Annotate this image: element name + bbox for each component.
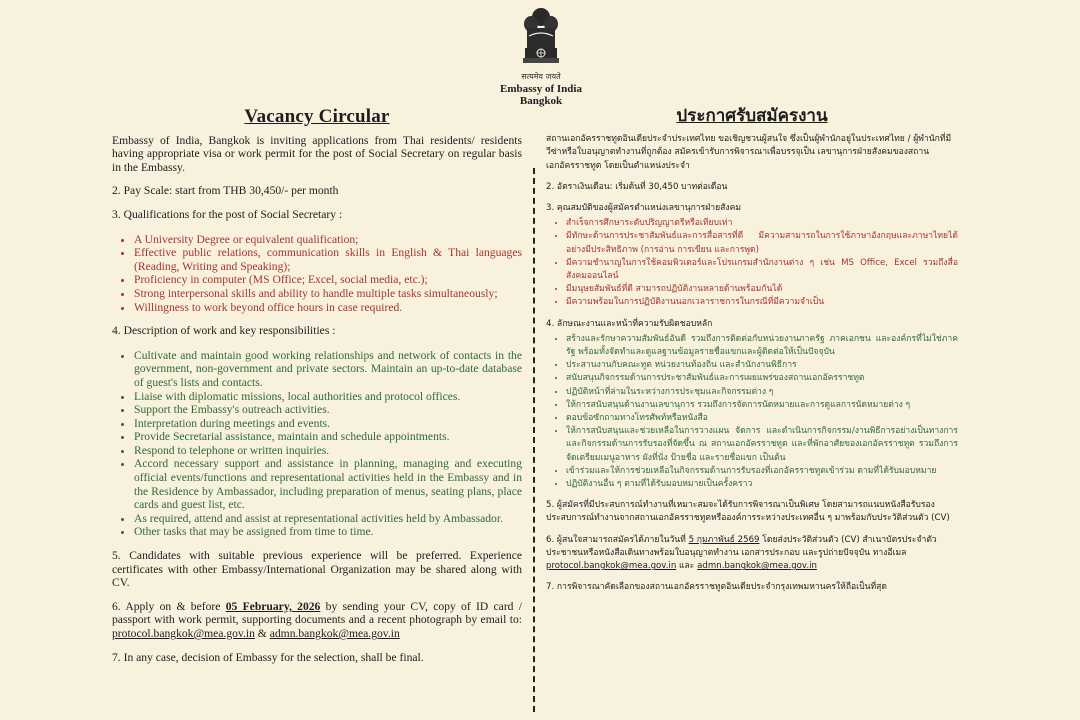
email-link-admn[interactable]: admn.bangkok@mea.gov.in xyxy=(697,561,817,572)
thai-intro: สถานเอกอัครราชทูตอินเดียประจำประเทศไทย ขอเชิญชวนผู้สนใจ ซึ่งเป็นผู้พำนักอยู่ในประเทศไทย / ผู้พำนักที่มีวีซ่าหรือใบอนุญาตทำงานที่ถูกต้อง สมัครเข้ารับการพิจารณาเพื่อบรรจุเป็น เลขานุการฝ่ายสังคมของสถานเอกอัครราชทูต โดยเป็นตำแหน่งประจำ xyxy=(546,134,952,171)
list-item: • ปฏิบัติงานอื่น ๆ ตามที่ได้รับมอบหมายเป็นครั้งคราว xyxy=(566,478,958,491)
list-item: • มีทักษะด้านการประชาสัมพันธ์และการสื่อสารที่ดี มีความสามารถในการใช้ภาษาอังกฤษและภาษาไทยได้อย่างมีประสิทธิภาพ (การอ่าน การเขียน และการพูด) xyxy=(566,230,958,256)
list-item: • ปฏิบัติหน้าที่ล่ามในระหว่างการประชุมและกิจกรรมต่าง ๆ xyxy=(566,386,958,399)
list-item: • ให้การสนับสนุนด้านงานเลขานุการ รวมถึงการจัดการนัดหมายและการดูแลการนัดหมายต่าง ๆ xyxy=(566,399,958,412)
embassy-header xyxy=(486,6,596,107)
list-item: • มีความพร้อมในการปฏิบัติงานนอกเวลาราชการในกรณีที่มีความจำเป็น xyxy=(566,296,958,309)
thai-point-7: 7. การพิจารณาคัดเลือกของสถานเอกอัครราชทูตอินเดียประจำกรุงเทพมหานครให้ถือเป็นที่สุด xyxy=(546,582,887,593)
list-item: • ตอบข้อซักถามทางโทรศัพท์หรือหนังสือ xyxy=(566,412,958,425)
list-item: • ประสานงานกับคณะทูต หน่วยงานท้องถิ่น และสำนักงานพิธีการ xyxy=(566,359,958,372)
list-item: • Provide Secretarial assistance, maintain and schedule appointments. xyxy=(134,430,522,444)
thai-qualifications-heading: 3. คุณสมบัติของผู้สมัครตำแหน่งเลขานุการฝ่ายสังคม xyxy=(546,203,741,214)
embassy-city: Bangkok xyxy=(519,95,563,107)
english-title: Vacancy Circular xyxy=(244,106,390,127)
english-duties-list xyxy=(112,349,522,539)
national-emblem-icon xyxy=(519,6,563,70)
embassy-name: Embassy of India xyxy=(500,83,582,95)
thai-pay-scale: 2. อัตราเงินเดือน: เริ่มต้นที่ 30,450 บาทต่อเดือน xyxy=(546,181,728,192)
column-divider xyxy=(533,168,535,712)
apply-deadline: 5 กุมภาพันธ์ 2569 xyxy=(688,534,760,545)
email-link-protocol[interactable]: protocol.bangkok@mea.gov.in xyxy=(112,627,255,640)
list-item: • Strong interpersonal skills and ability to handle multiple tasks simultaneously; xyxy=(134,287,522,301)
list-item: • Support the Embassy's outreach activities. xyxy=(134,403,522,417)
list-item: • Respond to telephone or written inquiries. xyxy=(134,444,522,458)
english-apply xyxy=(112,600,522,641)
apply-text: by sending your CV, copy of ID card / passport with work permit, supporting documents and a recent photograph by email to: xyxy=(112,599,522,627)
list-item: • Interpretation during meetings and events. xyxy=(134,417,522,431)
apply-deadline: 05 February, 2026 xyxy=(225,599,321,613)
english-duties-heading: 4. Description of work and key responsibilities : xyxy=(112,324,336,338)
apply-text: โดยส่งประวัติส่วนตัว (CV) สำเนาบัตรประจำตัวประชาชนหรือหนังสือเดินทางพร้อมใบอนุญาตทำงาน เอกสารประกอบ และรูปถ่ายปัจจุบัน ทางอีเมล xyxy=(546,534,937,558)
english-pay-scale: 2. Pay Scale: start from THB 30,450/- per month xyxy=(112,184,339,198)
list-item: • สร้างและรักษาความสัมพันธ์อันดี รวมถึงการติดต่อกับหน่วยงานภาครัฐ ภาคเอกชน และองค์กรที่ไม่ใช่ภาครัฐ พร้อมทั้งจัดทำและดูแลฐานข้อมูลรายชื่อแขกและผู้ติดต่อให้เป็นปัจจุบัน xyxy=(566,333,958,359)
list-item: • Accord necessary support and assistance in planning, managing and executing official events/functions and representational activities held in the Embassy and in the Residence by Ambassador, including preparation of menus, seating plans, place cards and guest list, etc. xyxy=(134,457,522,511)
apply-prefix: 6. Apply on & before xyxy=(112,599,226,613)
list-item: • สนับสนุนกิจกรรมด้านการประชาสัมพันธ์และการเผยแพร่ของสถานเอกอัครราชทูต xyxy=(566,372,958,385)
english-point-5: 5. Candidates with suitable previous experience will be preferred. Experience certificates with other Embassy/International Organization may be shared along with CV. xyxy=(112,549,522,590)
english-qualifications-heading: 3. Qualifications for the post of Social Secretary : xyxy=(112,207,343,221)
conjunction: และ xyxy=(676,561,698,572)
english-column xyxy=(112,106,522,716)
list-item: • A University Degree or equivalent qualification; xyxy=(134,233,522,247)
list-item: • มีมนุษยสัมพันธ์ที่ดี สามารถปฏิบัติงานหลายด้านพร้อมกันได้ xyxy=(566,283,958,296)
email-link-protocol[interactable]: protocol.bangkok@mea.gov.in xyxy=(546,561,677,572)
list-item: • Other tasks that may be assigned from time to time. xyxy=(134,525,522,539)
apply-prefix: 6. ผู้สนใจสามารถสมัครได้ภายในวันที่ xyxy=(546,534,689,545)
list-item: • สำเร็จการศึกษาระดับปริญญาตรีหรือเทียบเท่า xyxy=(566,217,958,230)
list-item: • Cultivate and maintain good working relationships and network of contacts in the government, non-government and private sectors. Maintain an up-to-date database of guest's lists and contacts. xyxy=(134,349,522,390)
list-item: • Proficiency in computer (MS Office; Excel, social media, etc.); xyxy=(134,273,522,287)
list-item: • ให้การสนับสนุนและช่วยเหลือในการวางแผน จัดการ และดำเนินการกิจกรรม/งานพิธีการอย่างเป็นทางการและกิจกรรมด้านการรับรองที่จัดขึ้น ณ สถานเอกอัครราชทูต และที่พักอาศัยของเอกอัครราชทูต รวมถึงการจัดเตรียมเมนูอาหาร ผังที่นั่ง ป้ายชื่อ และรายชื่อแขก เป็นต้น xyxy=(566,425,958,465)
english-point-7: 7. In any case, decision of Embassy for the selection, shall be final. xyxy=(112,650,424,664)
list-item: • Liaise with diplomatic missions, local authorities and protocol offices. xyxy=(134,390,522,404)
thai-duties-list xyxy=(546,333,958,491)
thai-title: ประกาศรับสมัครงาน xyxy=(676,106,828,126)
thai-apply xyxy=(546,534,958,574)
list-item: • Effective public relations, communication skills in English & Thai languages (Reading, Writing and Speaking); xyxy=(134,246,522,273)
thai-column xyxy=(546,106,958,716)
english-intro: Embassy of India, Bangkok is inviting applications from Thai residents/ residents having appropriate visa or work permit for the post of Social Secretary on regular basis in the Embassy. xyxy=(112,133,522,174)
thai-point-5: 5. ผู้สมัครที่มีประสบการณ์ทำงานที่เหมาะสมจะได้รับการพิจารณาเป็นพิเศษ โดยสามารถแนบหนังสือรับรองประสบการณ์ทำงานจากสถานเอกอัครราชทูตหรือองค์การระหว่างประเทศอื่น ๆ มาพร้อมกับประวัติส่วนตัว (CV) xyxy=(546,500,950,524)
emblem-motto: सत्यमेव जयते xyxy=(521,72,561,81)
conjunction: & xyxy=(254,627,270,640)
list-item: • As required, attend and assist at representational activities held by Ambassador. xyxy=(134,512,522,526)
list-item: • Willingness to work beyond office hours in case required. xyxy=(134,301,522,315)
thai-duties-heading: 4. ลักษณะงานและหน้าที่ความรับผิดชอบหลัก xyxy=(546,318,713,329)
english-qualifications-list xyxy=(112,233,522,315)
email-link-admn[interactable]: admn.bangkok@mea.gov.in xyxy=(269,627,400,640)
list-item: • เข้าร่วมและให้การช่วยเหลือในกิจกรรมด้านการรับรองที่เอกอัครราชทูตเข้าร่วม ตามที่ได้รับมอบหมาย xyxy=(566,465,958,478)
thai-qualifications-list xyxy=(546,217,958,309)
list-item: • มีความชำนาญในการใช้คอมพิวเตอร์และโปรแกรมสำนักงานต่าง ๆ เช่น MS Office, Excel รวมถึงสื่อสังคมออนไลน์ xyxy=(566,257,958,283)
